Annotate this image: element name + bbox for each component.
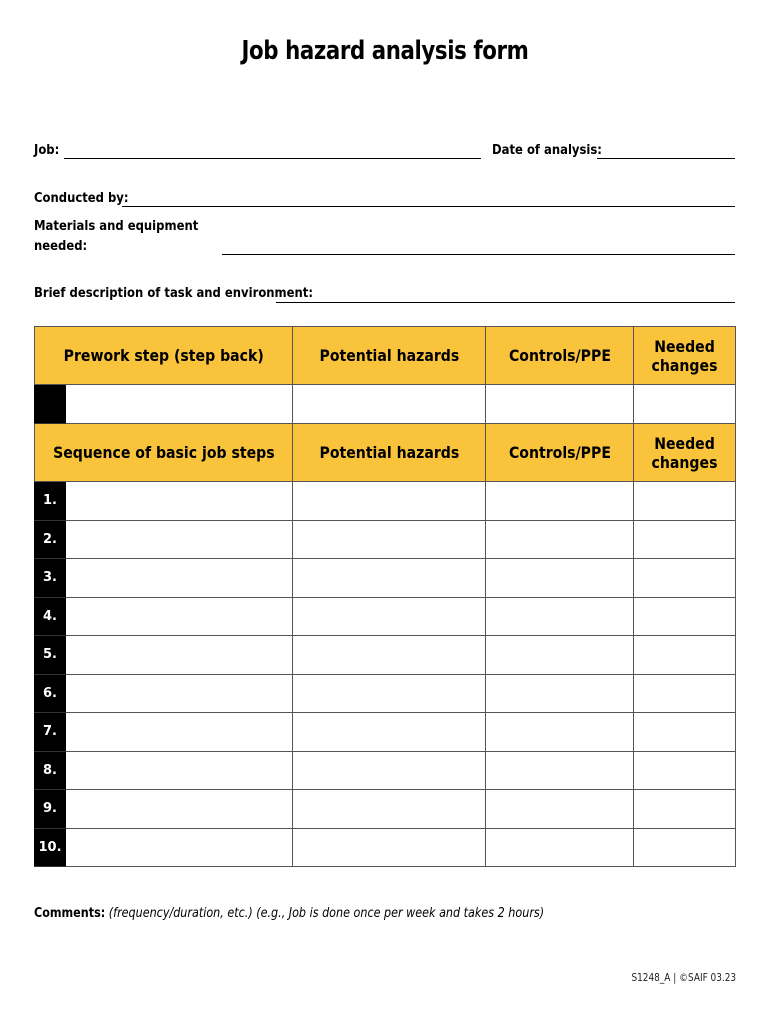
steps-header-row: [35, 424, 736, 482]
hazards-cell[interactable]: [293, 790, 486, 829]
prework-changes-header: Needed changes: [634, 327, 736, 385]
step-number: 4.: [35, 597, 66, 636]
prework-controls-cell[interactable]: [486, 385, 634, 424]
controls-cell[interactable]: [486, 751, 634, 790]
step-cell[interactable]: [66, 597, 293, 636]
controls-cell[interactable]: [486, 828, 634, 867]
changes-cell[interactable]: [634, 482, 736, 521]
conducted-by-label: Conducted by:: [34, 190, 129, 206]
steps-controls-header: Controls/PPE: [486, 424, 634, 482]
step-number: 1.: [35, 482, 66, 521]
table-row: [35, 482, 736, 521]
step-number: 10.: [35, 828, 66, 867]
controls-cell[interactable]: [486, 597, 634, 636]
table-row: [35, 828, 736, 867]
comments-hint: (frequency/duration, etc.) (e.g., Job is done once per week and takes 2 hours): [108, 906, 545, 921]
hazards-cell[interactable]: [293, 559, 486, 598]
controls-cell[interactable]: [486, 520, 634, 559]
step-cell[interactable]: [66, 674, 293, 713]
hazards-cell[interactable]: [293, 674, 486, 713]
step-number: 7.: [35, 713, 66, 752]
step-number: 6.: [35, 674, 66, 713]
step-cell[interactable]: [66, 482, 293, 521]
table-row: [35, 751, 736, 790]
controls-cell[interactable]: [486, 674, 634, 713]
controls-cell[interactable]: [486, 559, 634, 598]
step-number: 2.: [35, 520, 66, 559]
controls-cell[interactable]: [486, 482, 634, 521]
hazards-cell[interactable]: [293, 520, 486, 559]
step-cell[interactable]: [66, 559, 293, 598]
comments-section: [34, 906, 627, 921]
job-input-line[interactable]: [64, 158, 481, 159]
prework-row: [35, 385, 736, 424]
date-label: Date of analysis:: [492, 142, 602, 158]
date-input-line[interactable]: [597, 158, 735, 159]
steps-changes-header: Needed changes: [634, 424, 736, 482]
materials-label: Materials and equipment: [34, 218, 199, 234]
conducted-by-input-line[interactable]: [122, 206, 735, 207]
prework-step-header: Prework step (step back): [35, 327, 293, 385]
controls-cell[interactable]: [486, 790, 634, 829]
prework-hazards-cell[interactable]: [293, 385, 486, 424]
steps-hazards-header: Potential hazards: [293, 424, 486, 482]
step-cell[interactable]: [66, 636, 293, 675]
table-row: [35, 713, 736, 752]
form-footer: S1248_A | ©SAIF 03.23: [631, 972, 736, 984]
table-row: [35, 559, 736, 598]
description-input-line[interactable]: [276, 302, 735, 303]
hazards-cell[interactable]: [293, 597, 486, 636]
changes-cell[interactable]: [634, 559, 736, 598]
page-title: Job hazard analysis form: [241, 36, 529, 66]
step-cell[interactable]: [66, 520, 293, 559]
step-cell[interactable]: [66, 828, 293, 867]
step-cell[interactable]: [66, 751, 293, 790]
changes-cell[interactable]: [634, 520, 736, 559]
controls-cell[interactable]: [486, 636, 634, 675]
table-row: [35, 674, 736, 713]
prework-step-cell[interactable]: [66, 385, 293, 424]
job-label: Job:: [34, 142, 60, 158]
changes-cell[interactable]: [634, 713, 736, 752]
hazard-table: [34, 326, 736, 867]
table-row: [35, 520, 736, 559]
materials-input-line[interactable]: [222, 254, 735, 255]
hazards-cell[interactable]: [293, 482, 486, 521]
changes-cell[interactable]: [634, 636, 736, 675]
comments-label: Comments:: [34, 906, 106, 921]
prework-controls-header: Controls/PPE: [486, 327, 634, 385]
changes-cell[interactable]: [634, 828, 736, 867]
table-row: [35, 790, 736, 829]
job-steps-header: Sequence of basic job steps: [35, 424, 293, 482]
changes-cell[interactable]: [634, 751, 736, 790]
table-row: [35, 636, 736, 675]
hazards-cell[interactable]: [293, 828, 486, 867]
step-number: 3.: [35, 559, 66, 598]
materials-label-cont: needed:: [34, 238, 88, 254]
changes-cell[interactable]: [634, 790, 736, 829]
step-number: 8.: [35, 751, 66, 790]
hazards-cell[interactable]: [293, 751, 486, 790]
controls-cell[interactable]: [486, 713, 634, 752]
prework-hazards-header: Potential hazards: [293, 327, 486, 385]
hazards-cell[interactable]: [293, 713, 486, 752]
hazards-cell[interactable]: [293, 636, 486, 675]
prework-number-cell: [35, 385, 66, 424]
prework-header-row: [35, 327, 736, 385]
step-number: 9.: [35, 790, 66, 829]
step-cell[interactable]: [66, 713, 293, 752]
prework-changes-cell[interactable]: [634, 385, 736, 424]
table-row: [35, 597, 736, 636]
changes-cell[interactable]: [634, 597, 736, 636]
step-number: 5.: [35, 636, 66, 675]
step-cell[interactable]: [66, 790, 293, 829]
description-label: Brief description of task and environment:: [34, 285, 314, 301]
changes-cell[interactable]: [634, 674, 736, 713]
